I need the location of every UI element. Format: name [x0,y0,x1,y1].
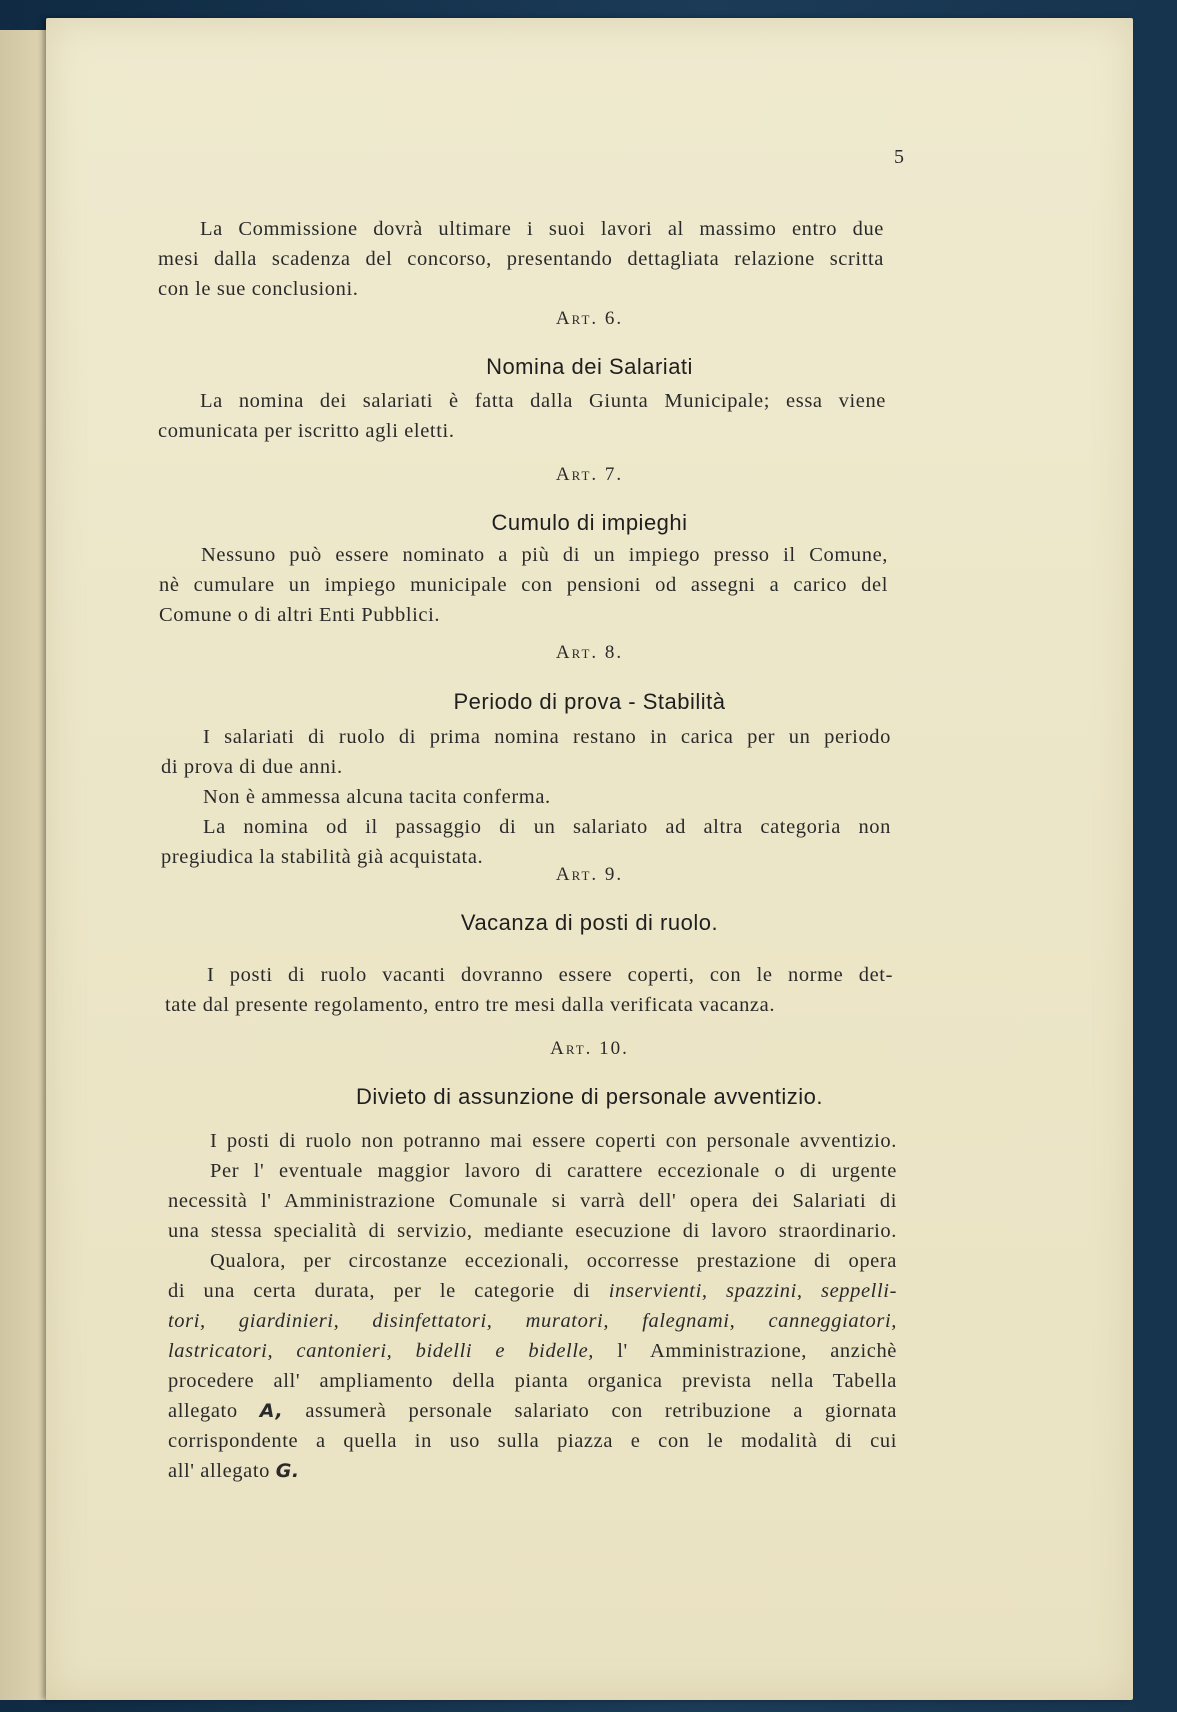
text-line: tate dal presente regolamento, entro tre mesi dalla verificata vacanza. [165,994,776,1016]
intro-paragraph [158,214,884,304]
text-line: Per l' eventuale maggior lavoro di carattere eccezionale o di urgente [210,1160,897,1182]
article-9-text [165,960,893,1020]
text-line: necessità l' Amministrazione Comunale si varrà dell' opera dei Salariati di [168,1190,897,1212]
text-line: La Commissione dovrà ultimare i suoi lavori al massimo entro due [200,218,884,240]
text-line: pregiudica la stabilità già acquistata. [161,846,484,868]
text-line: di prova di due anni. [161,756,343,778]
text-line: tori, giardinieri, disinfettatori, muratori, falegnami, canneggiatori, [168,1310,897,1332]
text-line: allegato A, assumerà personale salariato con retribuzione a giornata [168,1400,898,1422]
article-10-text [168,1126,897,1486]
article-label: Art. 6. [555,308,624,329]
text-line: Non è ammessa alcuna tacita conferma. [203,786,551,808]
article-label: Art. 8. [555,642,624,663]
text-line: comunicata per iscritto agli eletti. [158,420,455,442]
article-label: Art. 7. [555,464,624,485]
text-line: La nomina dei salariati è fatta dalla Giunta Municipale; essa viene [200,390,886,412]
text-line: lastricatori, cantonieri, bidelli e bidelle, l' Amministrazione, anzichè [168,1340,898,1362]
text-line: una stessa specialità di servizio, mediante esecuzione di lavoro straordinario. [168,1220,897,1242]
article-title: Cumulo di impieghi [491,510,688,535]
text-line: I posti di ruolo vacanti dovranno essere coperti, con le norme det- [207,964,893,986]
article-title: Vacanza di posti di ruolo. [460,910,719,935]
article-8-text [161,722,891,872]
text-line: I salariati di ruolo di prima nomina restano in carica per un periodo [203,726,891,748]
text-line: nè cumulare un impiego municipale con pensioni od assegni a carico del [159,574,888,596]
page-number: 5 [894,146,905,168]
text-line: all' allegato G. [168,1460,300,1482]
text-line: di una certa durata, per le categorie di inservienti, spazzini, seppelli- [168,1280,897,1302]
text-line: procedere all' ampliamento della pianta organica prevista nella Tabella [168,1370,897,1392]
document-page [46,18,1133,1700]
article-title: Periodo di prova - Stabilità [453,689,726,714]
text-line: I posti di ruolo non potranno mai essere coperti con personale avventizio. [210,1130,897,1152]
text-line: Comune o di altri Enti Pubblici. [159,604,441,626]
article-label: Art. 10. [550,1038,629,1059]
article-label: Art. 9. [555,864,624,885]
text-line: Nessuno può essere nominato a più di un impiego presso il Comune, [201,544,888,566]
text-line: La nomina od il passaggio di un salariato ad altra categoria non [203,816,891,838]
article-title: Divieto di assunzione di personale avventizio. [356,1084,823,1109]
text-line: con le sue conclusioni. [158,278,359,300]
article-7-text [159,540,888,630]
text-line: corrispondente a quella in uso sulla piazza e con le modalità di cui [168,1430,897,1452]
article-6-text [158,386,886,446]
article-title: Nomina dei Salariati [486,354,693,379]
text-line: Qualora, per circostanze eccezionali, occorresse prestazione di opera [210,1250,897,1272]
text-line: mesi dalla scadenza del concorso, presentando dettagliata relazione scritta [158,248,884,270]
